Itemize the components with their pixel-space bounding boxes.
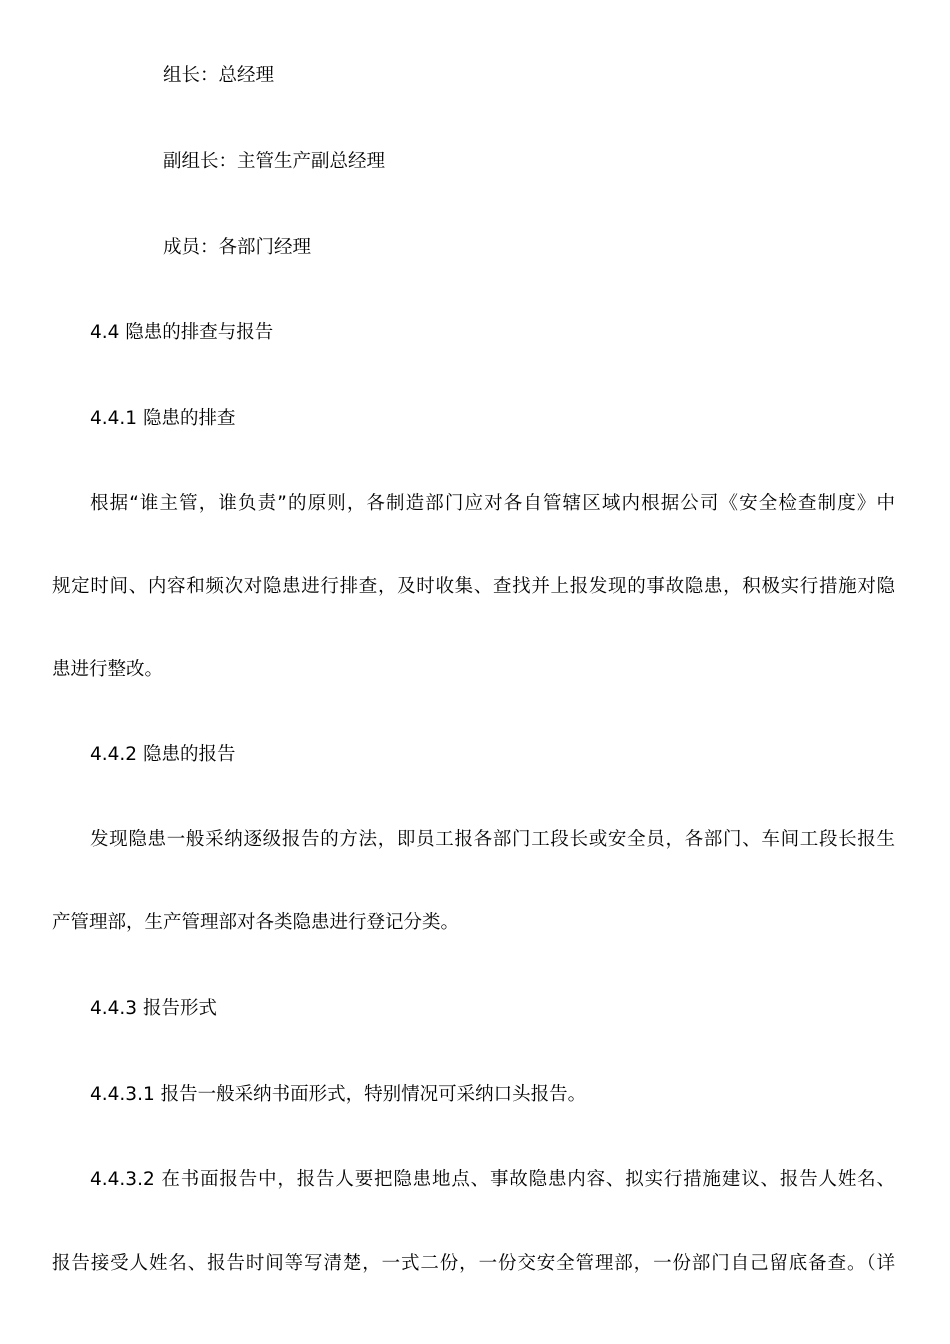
paragraph-4-4-1-line-2: 规定时间、内容和频次对隐患进行排查，及时收集、查找并上报发现的事故隐患，积极实行措施对隐 [52, 576, 895, 597]
paragraph-4-4-2-line-1: 发现隐患一般采纳逐级报告的方法，即员工报各部门工段长或安全员，各部门、车间工段长报生 [90, 829, 895, 850]
section-heading-4-4-3: 4.4.3 报告形式 [90, 998, 217, 1019]
deputy-leader-line: 副组长：主管生产副总经理 [163, 151, 386, 172]
section-heading-4-4-2: 4.4.2 隐患的报告 [90, 744, 236, 765]
section-heading-4-4-1: 4.4.1 隐患的排查 [90, 408, 236, 429]
paragraph-4-4-3-1: 4.4.3.1 报告一般采纳书面形式，特别情况可采纳口头报告。 [90, 1084, 587, 1105]
paragraph-4-4-1-line-1: 根据“谁主管，谁负责”的原则，各制造部门应对各自管辖区域内根据公司《安全检查制度》中 [90, 493, 895, 514]
section-heading-4-4: 4.4 隐患的排查与报告 [90, 322, 274, 343]
members-line: 成员：各部门经理 [163, 237, 312, 258]
paragraph-4-4-3-2-line-1: 4.4.3.2 在书面报告中，报告人要把隐患地点、事故隐患内容、拟实行措施建议、报告人姓名、 [90, 1169, 895, 1190]
paragraph-4-4-1-line-3: 患进行整改。 [52, 659, 164, 680]
leader-line: 组长：总经理 [163, 65, 275, 86]
paragraph-4-4-2-line-2: 产管理部，生产管理部对各类隐患进行登记分类。 [52, 912, 460, 933]
paragraph-4-4-3-2-line-2: 报告接受人姓名、报告时间等写清楚，一式二份，一份交安全管理部，一份部门自己留底备查。（详 [52, 1253, 895, 1274]
